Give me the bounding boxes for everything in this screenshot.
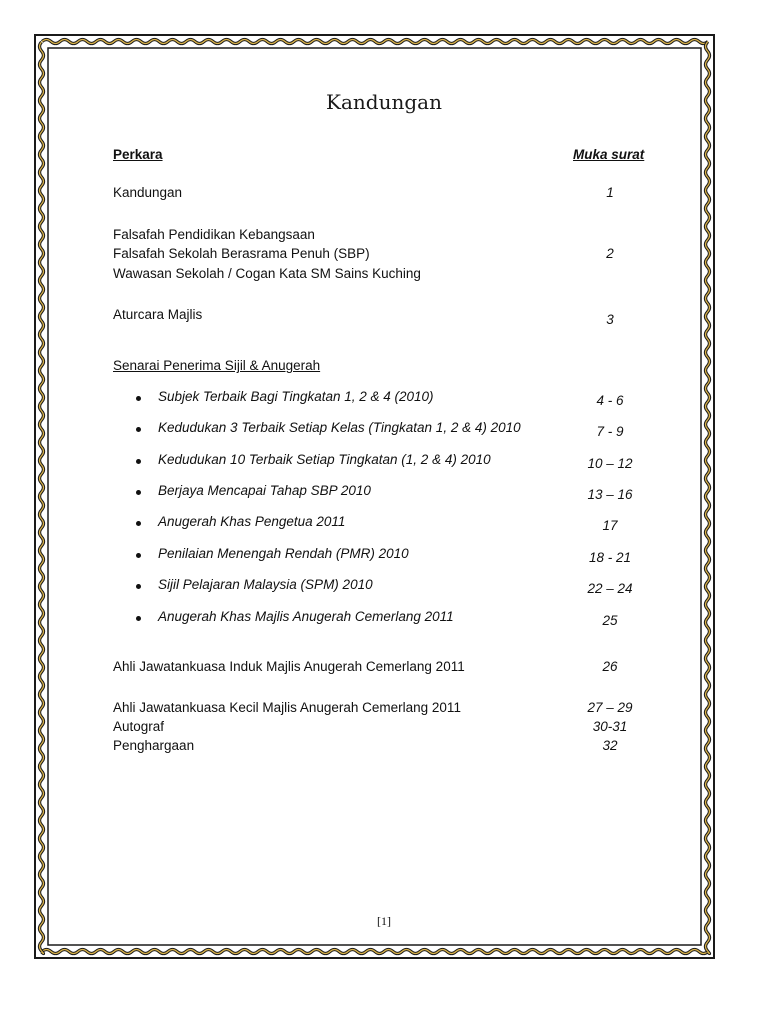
bullet-dot-icon — [136, 490, 141, 495]
toc-entry-page: 1 — [606, 185, 614, 200]
toc-entry-label: Autograf — [113, 719, 165, 734]
toc-entry-page: 2 — [606, 246, 614, 261]
toc-entry-label: Ahli Jawatankuasa Kecil Majlis Anugerah Cemerlang 2011 — [113, 700, 461, 715]
column-header-page: Muka surat — [573, 147, 645, 162]
bullet-item-page: 25 — [602, 613, 618, 628]
bullet-item-label: Berjaya Mencapai Tahap SBP 2010 — [158, 483, 371, 498]
toc-entry-label: Penghargaan — [113, 738, 195, 753]
toc-entry-page: 27 – 29 — [587, 700, 633, 715]
toc-entry-label: Ahli Jawatankuasa Induk Majlis Anugerah Cemerlang 2011 — [113, 659, 465, 674]
bullet-item-page: 4 - 6 — [596, 393, 624, 408]
section-heading: Senarai Penerima Sijil & Anugerah — [113, 358, 321, 373]
bullet-dot-icon — [136, 396, 141, 401]
toc-entry-page: 32 — [602, 738, 618, 753]
bullet-item-page: 17 — [602, 518, 618, 533]
bullet-item-label: Anugerah Khas Majlis Anugerah Cemerlang 2011 — [158, 609, 454, 624]
bullet-item-label: Sijil Pelajaran Malaysia (SPM) 2010 — [158, 577, 373, 592]
bullet-item-label: Kedudukan 3 Terbaik Setiap Kelas (Tingkatan 1, 2 & 4) 2010 — [158, 420, 521, 435]
bullet-item-page: 22 – 24 — [587, 581, 633, 596]
toc-entry-label: Wawasan Sekolah / Cogan Kata SM Sains Kuching — [113, 266, 421, 281]
bullet-dot-icon — [136, 521, 141, 526]
toc-entry-page: 26 — [602, 659, 618, 674]
bullet-dot-icon — [136, 459, 141, 464]
bullet-dot-icon — [136, 584, 141, 589]
bullet-item-page: 10 – 12 — [587, 456, 633, 471]
bullet-dot-icon — [136, 616, 141, 621]
bullet-item-label: Penilaian Menengah Rendah (PMR) 2010 — [158, 546, 409, 561]
bullet-item-page: 18 - 21 — [588, 550, 632, 565]
toc-entry-label: Falsafah Sekolah Berasrama Penuh (SBP) — [113, 246, 370, 261]
page-footer-number: [1] — [377, 914, 391, 928]
bullet-dot-icon — [136, 427, 141, 432]
toc-entry-label: Falsafah Pendidikan Kebangsaan — [113, 227, 315, 242]
toc-entry-label: Kandungan — [113, 185, 183, 200]
bullet-item-label: Kedudukan 10 Terbaik Setiap Tingkatan (1, 2 & 4) 2010 — [158, 452, 491, 467]
toc-entry-label: Aturcara Majlis — [113, 307, 203, 322]
toc-entry-page: 30-31 — [592, 719, 628, 734]
toc-entry-page: 3 — [606, 312, 614, 327]
page-title: Kandungan — [326, 90, 442, 114]
bullet-item-page: 13 – 16 — [587, 487, 633, 502]
bullet-item-page: 7 - 9 — [596, 424, 624, 439]
bullet-item-label: Anugerah Khas Pengetua 2011 — [158, 514, 346, 529]
bullet-item-label: Subjek Terbaik Bagi Tingkatan 1, 2 & 4 (2010) — [158, 389, 434, 404]
column-header-item: Perkara — [113, 147, 163, 162]
bullet-dot-icon — [136, 553, 141, 558]
